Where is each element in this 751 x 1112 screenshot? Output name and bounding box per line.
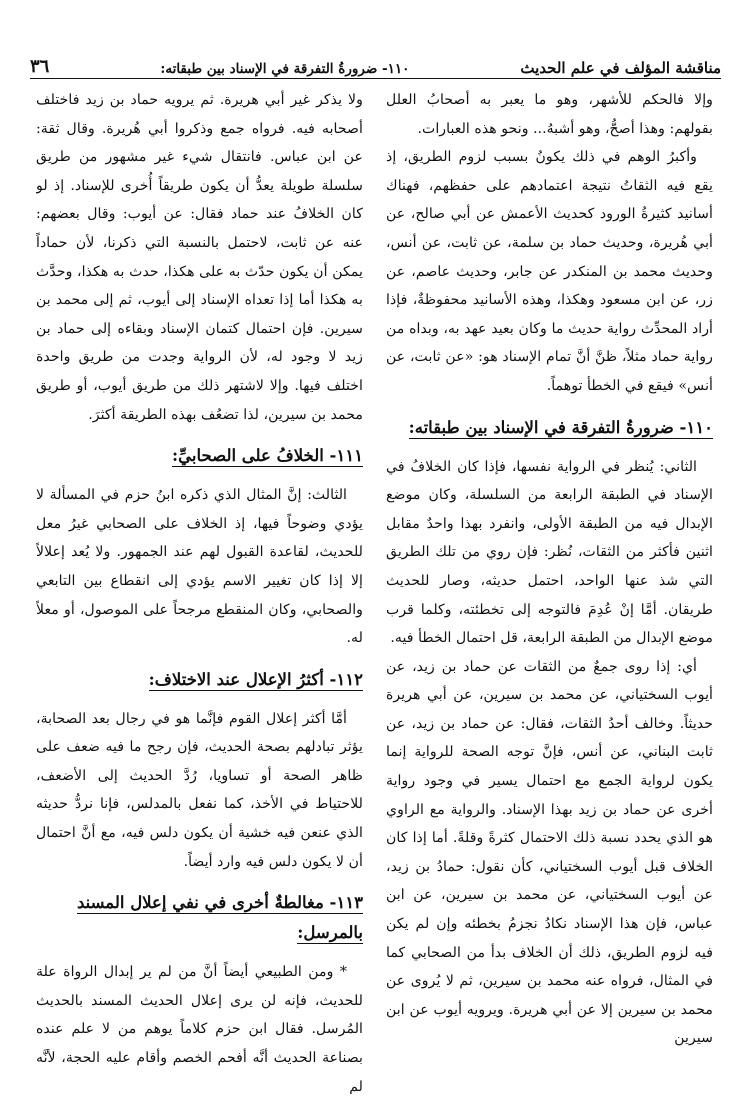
heading-text: ١١٢- أكثرُ الإعلال عند الاختلاف: bbox=[148, 669, 363, 689]
paragraph: وإلا فالحكم للأشهر، وهو ما يعبر به أصحابُ العلل بقولهم: وهذا أصحُّ، وهو أشبهُ... ونحو هذه العبارات. bbox=[386, 92, 713, 137]
book-title: مناقشة المؤلف في علم الحديث bbox=[520, 59, 721, 77]
header-rule bbox=[30, 78, 721, 79]
section-heading-112 bbox=[36, 665, 363, 695]
section-heading-113 bbox=[36, 888, 363, 948]
section-heading-110 bbox=[386, 413, 713, 443]
paragraph: ولا يذكر غير أبي هريرة. ثم يرويه حماد بن زيد فاختلف أصحابه فيه. فرواه جمع وذكروا أبي هُريرة. وقال ثقة: عن ابن عباس. فانتقال شيء غير مشهور من طريق سلسلة طويلة يعدُّ أن يكون طريقاً أُخرى للإسناد. إذ لو كان الخلافُ عند حماد فقال: عن أيوب: وقال بعضهم: عنه عن ثابت، لاحتمل بالنسبة التي ذكرنا، لأن حماداً يمكن أن يكون حدّث به على هكذا، حدث به هكذا، وحدَّث به هكذا أما إذا تعداه الإسناد إلى أيوب، ثم إلى محمد بن سيرين. فإن احتمال كتمان الإسناد وبقاءه إلى حماد بن زيد لا وجود له، لأن الرواية وجدت من طريق واحدة اختلف فيها. وإلا لاشتهر ذلك من طريق أيوب، أو طريق محمد بن سيرين، لذا تضعُف بهذه الطريقة أكثرَ. bbox=[36, 92, 363, 423]
heading-text: ١١٠- ضرورةُ التفرقة في الإسناد بين طبقاته: bbox=[408, 417, 713, 437]
heading-text: ١١٣- مغالطةٌ أخرى في نفي إعلال المسند بالمرسل: bbox=[76, 893, 363, 943]
paragraph: الثاني: يُنظر في الرواية نفسها، فإذا كان الخلافُ في الإسناد في الطبقة الرابعة من السلسلة، وكان موضع الإبدال فيه من الطبقة الأولى، وانفرد بهذا واحدٌ مقابل اثنين فأكثر من الثقات، نُظر: فإن روي من تلك الطريق التي شذ عنها الواحد، احتمل حديثه، وصار للحديث طريقان. أمَّا إنْ عُدِمَ فالتوجه إلى تخطئته، وكلما قرب موضع الإبدال من الطبقة الرابعة، قل احتمال الخطأ فيه. bbox=[386, 458, 713, 647]
paragraph: الثالث: إنَّ المثال الذي ذكره ابنُ حزم في المسألة لا يؤدي وضوحاً فيها، إذ الخلاف على الصحابي غيرُ معل للحديث، لقاعدة القبول لهم عند الجمهور. ولا يُعد إعلالاً إلا إذا كان تغيير الاسم يؤدي إلى انقطاع بين التابعي والصحابي، وكان المنقطع مرجحاً على الموصول، أو معلاً له. bbox=[36, 487, 363, 647]
page-number: ٣٦ bbox=[30, 56, 50, 77]
page-header bbox=[30, 48, 721, 76]
paragraph: * ومن الطبيعي أيضاً أنَّ من لم ير إبدال الرواة علة للحديث، فإنه لن يرى إعلال الحديث المسند بالحديث المُرسل. فقال ابن حزم كلاماً يوهم من لا علم عنده بصناعة الحديث أنَّه أفحم الخصم وأقام عليه الحجة، لأنَّه لم bbox=[36, 964, 363, 1094]
right-column bbox=[386, 86, 713, 1094]
paragraph: أمَّا أكثر إعلال القوم فإنَّما هو في رجال بعد الصحابة، يؤثر تبادلهم بصحة الحديث، فإن رجح ما فيه ضعف على ظاهر الصحة أو تساويا، رُدَّ الحديث إلى الأضعف، للاحتياط في الأخذ، كما نفعل بالمدلس، فإنا نردُّ حديثه الذي عنعن فيه خشية أن يكون دلس فيه، مع أنَّ احتمال أن لا يكون دلس فيه وارد أيضاً. bbox=[36, 710, 363, 870]
running-section-title: ١١٠- ضرورةُ التفرقة في الإسناد بين طبقاته: bbox=[160, 60, 410, 77]
paragraph: وأكبرُ الوهم في ذلك يكونُ بسبب لزوم الطريق، إذ يقع فيه الثقاتُ نتيجة اعتمادهم على حفظهم، فهناك أسانيد كثيرةُ الورود كحديث الأعمش عن أبي صالح، عن أبي هُريرة، وحديث حماد بن سلمة، عن ثابت، عن أنس، وحديث محمد بن المنكدر عن جابر، وحديث عاصم، عن زر، عن ابن مسعود وهكذا، وهذه الأسانيد محفوظةٌ، فإذا أراد المحدِّث رواية حديث ما وكان بعيد عهد به، وبداه من رواية حماد مثلاً، ظنَّ أنَّ تمام الإسناد هو: «عن ثابت، عن أنس» فيقع في الخطأ توهماً. bbox=[386, 149, 713, 394]
heading-text: ١١١- الخلافُ على الصحابيِّ: bbox=[172, 446, 363, 466]
section-heading-111 bbox=[36, 441, 363, 471]
paragraph: أي: إذا روى جمعٌ من الثقات عن حماد بن زيد، عن أيوب السختياني، عن محمد بن سيرين، عن أبي هريرة حديثاً. وخالف أحدُ الثقات، فقال: عن حماد بن زيد، عن ثابت البناني، عن أنس، فإنَّ توجه الصحة للرواية إنما يكون لرواية الجمع مع احتمال يسير في وجود رواية أخرى عن حماد بن زيد بهذا الإسناد. والرواية مع الراوي هو الذي يحدد نسبة ذلك الاحتمال كثرةً وقلةً. أما إذا كان الخلاف قبل أيوب السختياني، كأن نقول: حمادُ بن زيد، عن أيوب السختياني، عن محمد بن سيرين، عن ابن عباس، فإن هذا الإسناد نكادُ نجزمُ بخطئه وإن لم يكن فيه لزوم الطريق، ذلك أن الخلاف بدأ من الصحابي كما في المثال، فرواه عنه محمد بن سيرين، ثم لا يُروى عن محمد بن سيرين إلا عن أبي هريرة. ويرويه أيوب عن ابن سيرين bbox=[386, 658, 713, 1047]
left-column bbox=[36, 86, 363, 1094]
